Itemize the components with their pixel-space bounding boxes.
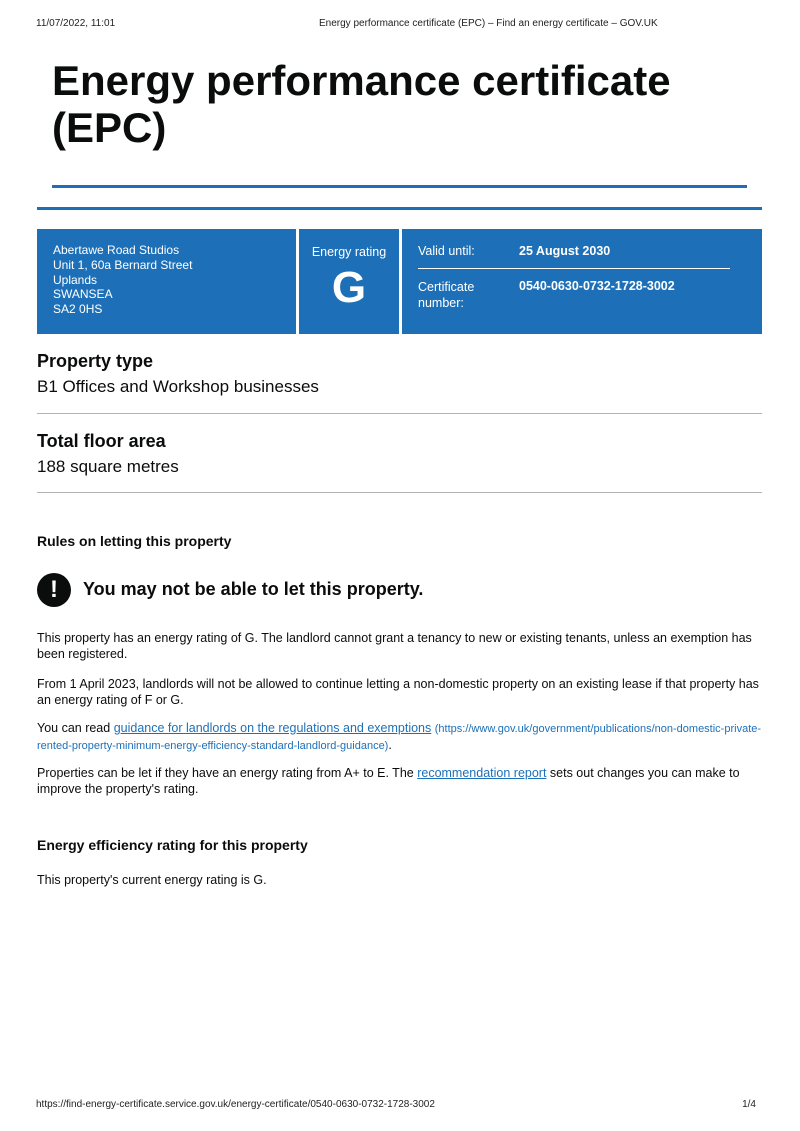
print-page-title: Energy performance certificate (EPC) – Find an energy certificate – GOV.UK bbox=[319, 18, 658, 29]
print-header bbox=[36, 18, 764, 32]
warning-icon: ! bbox=[37, 573, 71, 607]
floor-area-divider bbox=[37, 492, 762, 493]
p4-suffix: sets out changes you can make to improve the property's rating. bbox=[37, 766, 740, 796]
energy-rating-cell bbox=[299, 229, 399, 334]
landlord-guidance-link[interactable]: guidance for landlords on the regulations and exemptions bbox=[113, 721, 432, 735]
address-line-3: Uplands bbox=[53, 272, 98, 287]
energy-rating-value: G bbox=[331, 263, 367, 312]
landlord-guidance-url: (https://www.gov.uk/government/publications/non-domestic-private-rented-property-minimum-energy-efficiency-standard-landlord-guidance) bbox=[37, 723, 762, 752]
valid-until-value: 25 August 2030 bbox=[519, 244, 611, 258]
print-footer bbox=[36, 1099, 764, 1113]
efficiency-heading: Energy efficiency rating for this property bbox=[37, 837, 308, 853]
letting-paragraph-1: This property has an energy rating of G. The landlord cannot grant a tenancy to new or existing tenants, unless an exemption has been registered. bbox=[37, 631, 752, 661]
p3-prefix: You can read bbox=[37, 721, 114, 735]
address-line-5: SA2 0HS bbox=[53, 302, 103, 317]
certificate-summary-box bbox=[37, 229, 762, 334]
section-divider bbox=[37, 207, 762, 210]
letting-paragraph-4 bbox=[37, 766, 765, 797]
efficiency-text: This property's current energy rating is G. bbox=[37, 873, 267, 887]
box-divider-2 bbox=[399, 229, 402, 334]
page-title: Energy performance certificate (EPC) bbox=[52, 57, 671, 151]
floor-area-value: 188 square metres bbox=[37, 457, 179, 476]
p3-suffix: . bbox=[388, 737, 392, 752]
property-address bbox=[53, 243, 192, 317]
letting-rules-heading: Rules on letting this property bbox=[37, 533, 232, 549]
letting-paragraph-3 bbox=[37, 721, 765, 754]
energy-rating-label: Energy rating bbox=[311, 245, 387, 259]
valid-until-label: Valid until: bbox=[418, 244, 475, 258]
address-line-1: Abertawe Road Studios bbox=[53, 243, 180, 257]
warning-text: You may not be able to let this property. bbox=[83, 579, 424, 599]
title-divider bbox=[52, 185, 747, 188]
certificate-number-label: Certificate number: bbox=[418, 280, 475, 310]
print-footer-url: https://find-energy-certificate.service.gov.uk/energy-certificate/0540-0630-0732-1728-3002 bbox=[36, 1099, 435, 1110]
letting-paragraph-2: From 1 April 2023, landlords will not be allowed to continue letting a non-domestic property on an existing lease if that property has an energy rating of F or G. bbox=[37, 677, 759, 707]
box-inner-divider bbox=[418, 268, 730, 269]
certificate-number-value: 0540-0630-0732-1728-3002 bbox=[519, 279, 675, 293]
address-line-2: Unit 1, 60a Bernard Street bbox=[53, 257, 193, 272]
property-type-heading: Property type bbox=[37, 351, 154, 371]
recommendation-report-link[interactable]: recommendation report bbox=[417, 766, 547, 780]
property-type-value: B1 Offices and Workshop businesses bbox=[37, 377, 319, 396]
page-number: 1/4 bbox=[742, 1099, 756, 1110]
floor-area-heading: Total floor area bbox=[37, 431, 166, 451]
p4-prefix: Properties can be let if they have an energy rating from A+ to E. The bbox=[37, 766, 418, 780]
address-line-4: SWANSEA bbox=[53, 287, 113, 302]
letting-warning bbox=[37, 573, 737, 607]
property-type-divider bbox=[37, 413, 762, 414]
print-datetime: 11/07/2022, 11:01 bbox=[36, 18, 116, 29]
